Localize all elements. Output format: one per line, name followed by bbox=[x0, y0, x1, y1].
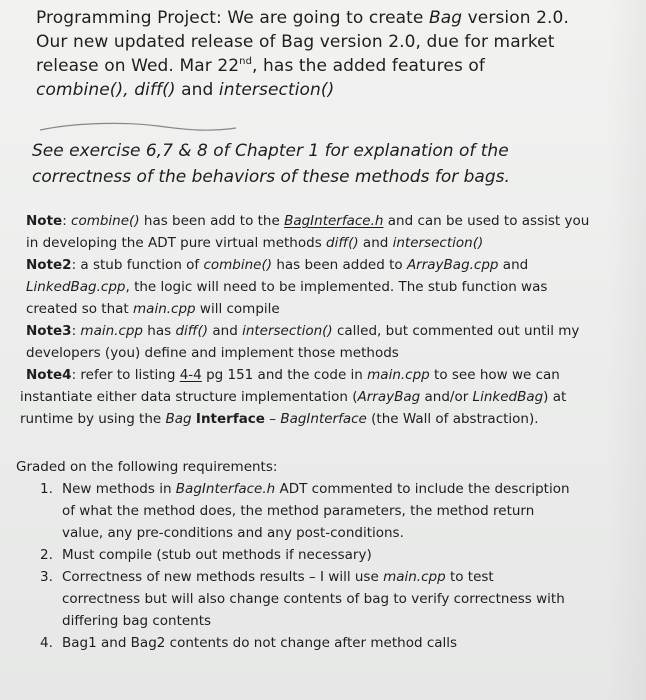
notes-section bbox=[20, 210, 636, 430]
requirement-item bbox=[40, 632, 630, 654]
see-exercise-paragraph bbox=[32, 138, 632, 190]
requirement-number: 3. bbox=[40, 569, 53, 585]
requirement-item bbox=[40, 544, 630, 566]
see-exercise-line-1: See exercise 6,7 & 8 of Chapter 1 for explanation of the bbox=[32, 141, 509, 161]
title-line-4: combine(), diff() and intersection() bbox=[36, 80, 335, 100]
note-4: Note4: refer to listing 4-4 pg 151 and the code in main.cpp to see how we can bbox=[26, 367, 560, 383]
note-1: Note: combine() has been add to the BagInterface.h and can be used to assist you bbox=[26, 213, 590, 229]
project-title bbox=[36, 6, 636, 102]
requirement-line: Must compile (stub out methods if necessary) bbox=[62, 547, 372, 563]
requirement-line: differing bag contents bbox=[62, 613, 212, 629]
requirement-line: Correctness of new methods results – I will use main.cpp to test bbox=[62, 569, 494, 585]
requirement-line: New methods in BagInterface.h ADT commented to include the description bbox=[62, 481, 570, 497]
see-exercise-line-2: correctness of the behaviors of these methods for bags. bbox=[32, 167, 510, 187]
graded-heading bbox=[16, 456, 636, 478]
requirement-item bbox=[40, 478, 630, 544]
requirement-line: value, any pre-conditions and any post-conditions. bbox=[62, 525, 404, 541]
note-4-line-2: instantiate either data structure implementation (ArrayBag and/or LinkedBag) at bbox=[20, 389, 567, 405]
title-line-3: release on Wed. Mar 22nd, has the added features of bbox=[36, 56, 485, 76]
requirement-line: of what the method does, the method parameters, the method return bbox=[62, 503, 535, 519]
pencil-mark bbox=[38, 120, 238, 136]
graded-heading-text: Graded on the following requirements: bbox=[16, 459, 278, 475]
note-2: Note2: a stub function of combine() has been added to ArrayBag.cpp and bbox=[26, 257, 529, 273]
note-4-line-3: runtime by using the Bag Interface – BagInterface (the Wall of abstraction). bbox=[20, 411, 539, 427]
note-1-line-2: in developing the ADT pure virtual methods diff() and intersection() bbox=[26, 235, 484, 251]
note-2-line-3: created so that main.cpp will compile bbox=[26, 301, 280, 317]
title-line-2: Our new updated release of Bag version 2.0, due for market bbox=[36, 32, 555, 52]
note-3-line-2: developers (you) define and implement those methods bbox=[26, 345, 399, 361]
note-2-line-2: LinkedBag.cpp, the logic will need to be implemented. The stub function was bbox=[26, 279, 548, 295]
title-line-1: Programming Project: We are going to create Bag version 2.0. bbox=[36, 8, 569, 28]
requirement-line: Bag1 and Bag2 contents do not change after method calls bbox=[62, 635, 458, 651]
requirement-line: correctness but will also change contents of bag to verify correctness with bbox=[62, 591, 565, 607]
requirement-item bbox=[40, 566, 630, 632]
note-3: Note3: main.cpp has diff() and intersection() called, but commented out until my bbox=[26, 323, 580, 339]
requirement-number: 4. bbox=[40, 635, 53, 651]
requirement-number: 1. bbox=[40, 481, 53, 497]
requirement-number: 2. bbox=[40, 547, 53, 563]
